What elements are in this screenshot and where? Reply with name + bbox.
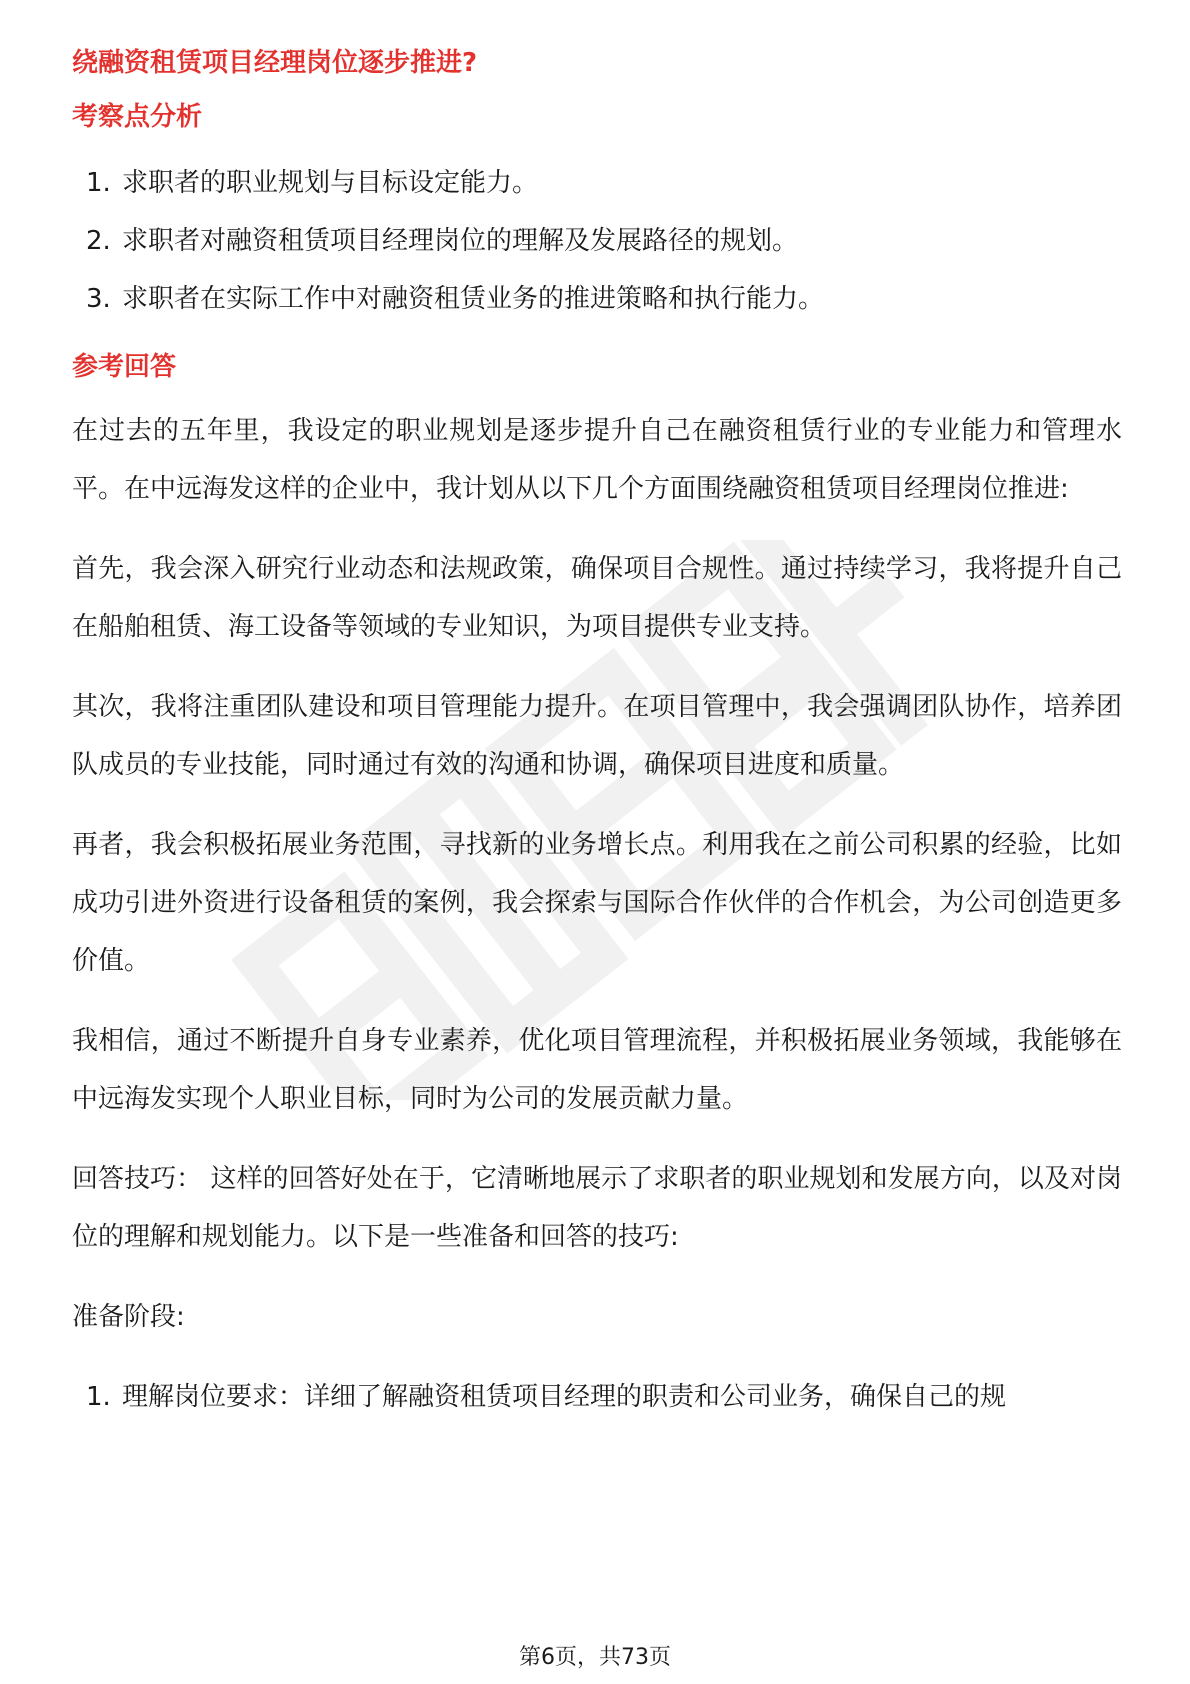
page-number-footer: 第6页，共73页 (519, 1645, 671, 1670)
list-item-text: 求职者的职业规划与目标设定能力。 (122, 168, 539, 198)
list-item-text: 理解岗位要求：详细了解融资租赁项目经理的职责和公司业务，确保自己的规 (122, 1382, 1007, 1412)
list-item-number: 1. (86, 168, 111, 198)
answer-tips-paragraph: 回答技巧： 这样的回答好处在于，它清晰地展示了求职者的职业规划和发展方向，以及对岗位的理解和规划能力。以下是一些准备和回答的技巧: (72, 1164, 1122, 1252)
prep-stage-label: 准备阶段: (72, 1302, 185, 1332)
list-item-text: 求职者在实际工作中对融资租赁业务的推进策略和执行能力。 (122, 284, 825, 314)
question-title: 绕融资租赁项目经理岗位逐步推进? (72, 48, 478, 78)
list-item (72, 212, 1122, 270)
answer-paragraph: 其次，我将注重团队建设和项目管理能力提升。在项目管理中，我会强调团队协作，培养团队成员的专业技能，同时通过有效的沟通和协调，确保项目进度和质量。 (72, 692, 1122, 780)
answer-heading: 参考回答 (72, 352, 177, 382)
analysis-points-list (72, 154, 1122, 328)
list-item-number: 1. (86, 1382, 111, 1412)
list-item (72, 1368, 1122, 1426)
list-item (72, 154, 1122, 212)
list-item (72, 270, 1122, 328)
answer-paragraph: 在过去的五年里，我设定的职业规划是逐步提升自己在融资租赁行业的专业能力和管理水平。在中远海发这样的企业中，我计划从以下几个方面围绕融资租赁项目经理岗位推进: (72, 416, 1122, 504)
answer-paragraph: 首先，我会深入研究行业动态和法规政策，确保项目合规性。通过持续学习，我将提升自己在船舶租赁、海工设备等领域的专业知识，为项目提供专业支持。 (72, 554, 1122, 642)
list-item-number: 3. (86, 284, 111, 314)
analysis-heading: 考察点分析 (72, 102, 203, 132)
answer-paragraph: 再者，我会积极拓展业务范围，寻找新的业务增长点。利用我在之前公司积累的经验，比如成功引进外资进行设备租赁的案例，我会探索与国际合作伙伴的合作机会，为公司创造更多价值。 (72, 830, 1122, 976)
prep-list (72, 1368, 1122, 1426)
list-item-number: 2. (86, 226, 111, 256)
answer-paragraph: 我相信，通过不断提升自身专业素养，优化项目管理流程，并积极拓展业务领域，我能够在中远海发实现个人职业目标，同时为公司的发展贡献力量。 (72, 1026, 1122, 1114)
document-content (72, 44, 1122, 1426)
list-item-text: 求职者对融资租赁项目经理岗位的理解及发展路径的规划。 (122, 226, 799, 256)
